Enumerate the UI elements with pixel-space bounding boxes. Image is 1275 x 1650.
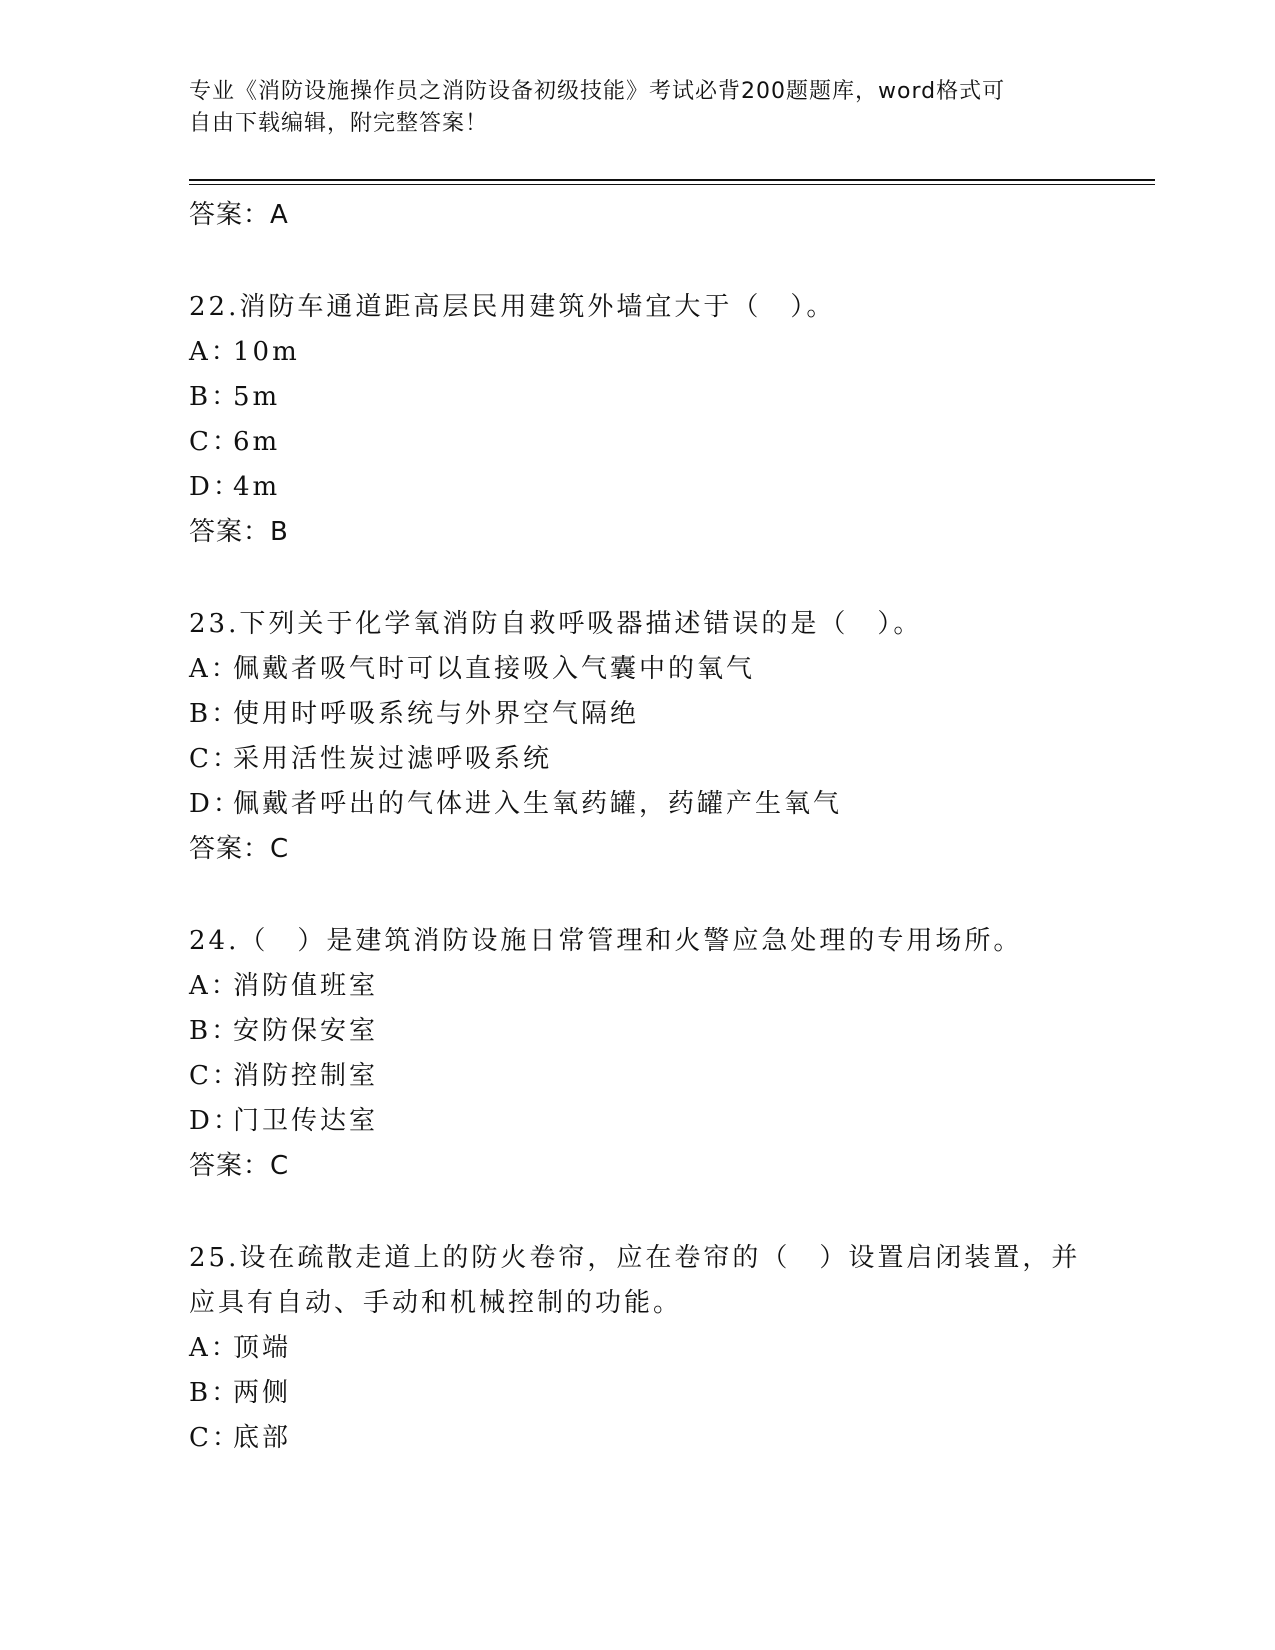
option-c: [189, 1054, 1089, 1099]
option-d: [189, 465, 1089, 510]
question-answer: 答案：C: [189, 1151, 290, 1181]
question-stem: 24.（ ）是建筑消防设施日常管理和火警应急处理的专用场所。: [189, 926, 1023, 956]
option-text: 安防保安室: [233, 1016, 379, 1046]
option-text: 门卫传达室: [233, 1106, 379, 1136]
spacer: [189, 555, 1089, 602]
option-a: [189, 964, 1089, 1009]
question-25: [189, 1236, 1089, 1461]
option-c: [189, 420, 1089, 465]
question-list: [189, 193, 1089, 1461]
previous-answer: 答案：A: [189, 200, 289, 230]
option-key: A：: [189, 1333, 240, 1363]
question-answer: 答案：B: [189, 517, 289, 547]
option-key: D：: [189, 789, 242, 819]
option-key: D：: [189, 1106, 242, 1136]
option-text: 5m: [233, 382, 281, 412]
option-b: [189, 692, 1089, 737]
option-text: 消防值班室: [233, 971, 379, 1001]
question-answer: 答案：C: [189, 834, 290, 864]
question-22: [189, 285, 1089, 555]
option-text: 佩戴者吸气时可以直接吸入气囊中的氧气: [233, 654, 756, 684]
header-line-2: 自由下载编辑，附完整答案！: [189, 111, 489, 136]
option-text: 采用活性炭过滤呼吸系统: [233, 744, 553, 774]
option-d: [189, 782, 1089, 827]
spacer: [189, 238, 1089, 285]
option-c: [189, 737, 1089, 782]
option-key: B：: [189, 1016, 241, 1046]
option-key: C：: [189, 1061, 241, 1091]
option-text: 10m: [233, 337, 300, 367]
option-text: 佩戴者呼出的气体进入生氧药罐，药罐产生氧气: [233, 789, 843, 819]
option-key: A：: [189, 337, 240, 367]
option-key: B：: [189, 1378, 241, 1408]
option-text: 6m: [233, 427, 281, 457]
option-a: [189, 647, 1089, 692]
option-key: B：: [189, 699, 241, 729]
option-text: 底部: [233, 1423, 292, 1453]
document-header: [189, 76, 1069, 140]
option-a: [189, 1326, 1089, 1371]
option-key: B：: [189, 382, 241, 412]
option-d: [189, 1099, 1089, 1144]
option-text: 使用时呼吸系统与外界空气隔绝: [233, 699, 640, 729]
spacer: [189, 872, 1089, 919]
option-text: 两侧: [233, 1378, 292, 1408]
option-key: C：: [189, 427, 241, 457]
option-text: 顶端: [233, 1333, 292, 1363]
option-b: [189, 375, 1089, 420]
option-key: C：: [189, 744, 241, 774]
option-key: C：: [189, 1423, 241, 1453]
option-b: [189, 1009, 1089, 1054]
header-line-1: 专业《消防设施操作员之消防设备初级技能》考试必背200题题库，word格式可: [189, 79, 1006, 104]
option-b: [189, 1371, 1089, 1416]
option-text: 4m: [233, 472, 281, 502]
header-divider-thin: [189, 184, 1155, 185]
question-stem: 22.消防车通道距高层民用建筑外墙宜大于（ ）。: [189, 292, 836, 322]
option-key: D：: [189, 472, 242, 502]
header-divider-thick: [189, 179, 1155, 181]
spacer: [189, 1189, 1089, 1236]
option-key: A：: [189, 654, 240, 684]
option-a: [189, 330, 1089, 375]
option-c: [189, 1416, 1089, 1461]
question-23: [189, 602, 1089, 872]
option-text: 消防控制室: [233, 1061, 379, 1091]
question-stem: 25.设在疏散走道上的防火卷帘，应在卷帘的（ ）设置启闭装置，并应具有自动、手动和机械控制的功能。: [189, 1243, 1081, 1318]
question-24: [189, 919, 1089, 1189]
question-stem: 23.下列关于化学氧消防自救呼吸器描述错误的是（ ）。: [189, 609, 923, 639]
option-key: A：: [189, 971, 240, 1001]
